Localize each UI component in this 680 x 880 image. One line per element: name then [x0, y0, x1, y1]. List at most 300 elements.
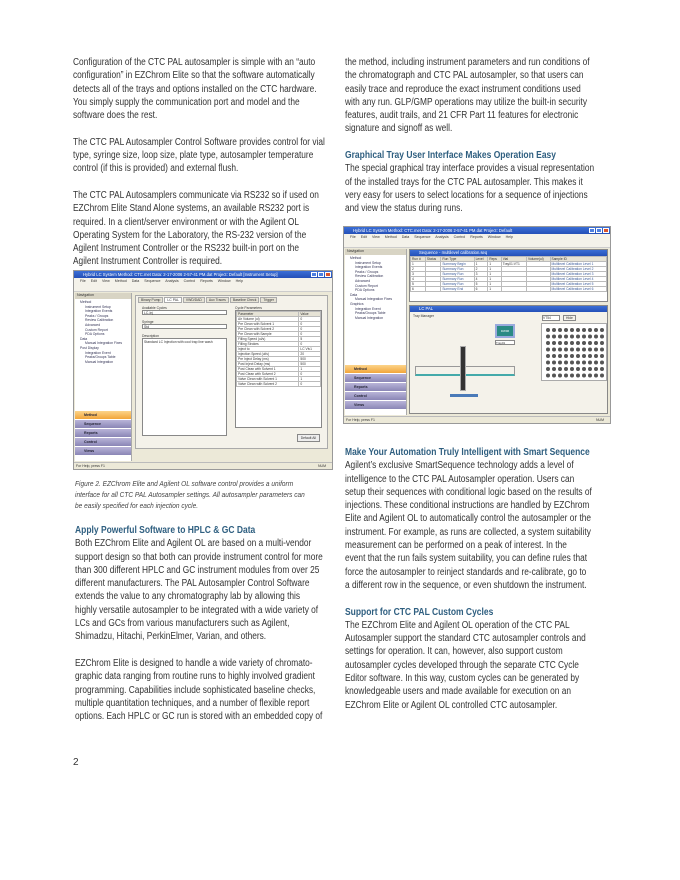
vial[interactable]: [546, 348, 550, 352]
tab[interactable]: LC PAL: [164, 297, 181, 303]
table-cell[interactable]: Tray01:VT1: [501, 262, 526, 267]
description-box[interactable]: Standard LC Injection with cool trap line wash: [142, 338, 227, 436]
paragraph: [345, 459, 612, 592]
tree-item[interactable]: PDA Options: [355, 288, 375, 293]
menu-bar: File Edit View Method Data Sequence Analysis Control Reports Window Help: [344, 234, 610, 240]
table-cell[interactable]: 3: [474, 272, 488, 277]
tree-item[interactable]: Integration Events: [85, 309, 113, 314]
table-cell[interactable]: 1: [488, 282, 501, 287]
column-header: Parameter: [237, 312, 299, 317]
table-cell[interactable]: Multilevel Calibration Level 5: [550, 282, 607, 287]
cycle-select[interactable]: LC-Inj: [142, 310, 227, 315]
nav-button-views[interactable]: Views: [75, 446, 131, 455]
vial-plate[interactable]: [541, 323, 607, 381]
tree-item[interactable]: Peaks / Groups: [355, 269, 379, 274]
column-header: Sample ID: [550, 257, 607, 262]
tree-item[interactable]: Manual Integration: [355, 315, 384, 320]
paragraph: [345, 162, 612, 215]
vial[interactable]: [576, 328, 580, 332]
table-cell[interactable]: 2: [474, 267, 488, 272]
table-cell[interactable]: Filling Strokes: [237, 342, 299, 347]
text-line: EZChrom Elite or Agilent OL controlled CTC autosampler.: [345, 699, 558, 711]
vial[interactable]: [576, 348, 580, 352]
text-line: Figure 2. EZChrom Elite and Agilent OL software control provides a uniform: [75, 479, 294, 488]
window-title: Hybrid LC System Method: CTC.met Data: 2-17-2006 2-57-41 PM.dat Project: Default: [353, 228, 513, 233]
table-cell[interactable]: 1: [488, 277, 501, 282]
arm-base: [450, 394, 478, 397]
text-line: configuration” in EZChrom Elite so that the software automatically: [73, 70, 315, 82]
text-line: type, syringe size, loop size, plate type, autosampler temperature: [73, 150, 314, 162]
vial[interactable]: [558, 354, 562, 358]
table-cell[interactable]: Valve Clean with Solvent 2: [237, 382, 299, 387]
table-cell[interactable]: 0: [299, 382, 321, 387]
nav-header: Navigation: [75, 293, 131, 299]
vial[interactable]: [594, 374, 598, 378]
vial[interactable]: [558, 328, 562, 332]
vial[interactable]: [564, 367, 568, 371]
vial[interactable]: [582, 328, 586, 332]
vial[interactable]: [570, 341, 574, 345]
vial[interactable]: [582, 341, 586, 345]
syringe-arm: [460, 346, 466, 391]
vial[interactable]: [576, 354, 580, 358]
page-number: 2: [73, 757, 79, 768]
tray-window: [409, 305, 608, 414]
text-line: intelligence to the CTC PAL Autosampler operation. Users can: [345, 473, 575, 485]
vial[interactable]: [558, 367, 562, 371]
table-cell[interactable]: Summary Run: [441, 277, 474, 282]
tree-item[interactable]: Graphics: [350, 301, 364, 306]
default-all-button[interactable]: Default All: [297, 434, 320, 442]
table-cell[interactable]: 1: [299, 367, 321, 372]
heading-smart-sequence: Make Your Automation Truly Intelligent with Smart Sequence: [345, 447, 590, 458]
nav-button-reports[interactable]: Reports: [75, 428, 131, 437]
text-line: force the autosampler to reinject standards and re-calibrate, go to: [345, 566, 587, 578]
nav-button-control[interactable]: Control: [345, 391, 406, 400]
column-header: Run #: [411, 257, 426, 262]
text-line: the chromatograph and CTC PAL autosampler, so that users can: [345, 70, 584, 82]
figure-instrument-setup-screenshot: [73, 270, 333, 470]
right-column-lower: [345, 446, 612, 712]
nav-button-sequence[interactable]: Sequence: [75, 419, 131, 428]
tree-item[interactable]: PDA Options: [85, 332, 105, 337]
table-cell[interactable]: Multilevel Calibration Level 2: [550, 267, 607, 272]
status-text: For Help, press F1: [76, 464, 105, 468]
vial[interactable]: [576, 341, 580, 345]
vial[interactable]: [564, 374, 568, 378]
table-cell[interactable]: Pre Clean with Sample: [237, 332, 299, 337]
text-line: a different row in the sequence, or even shutdown the instrument.: [345, 579, 587, 591]
vial[interactable]: [552, 341, 556, 345]
vial[interactable]: [600, 348, 604, 352]
text-line: options. Each HPLC or GC run is stored with an embedded copy of: [75, 711, 323, 723]
text-line: different manufacturers. The PAL Autosampler Control Software: [75, 578, 310, 590]
nav-button-views[interactable]: Views: [345, 400, 406, 409]
nav-button-method[interactable]: Method: [345, 364, 406, 373]
table-cell[interactable]: 5: [411, 282, 426, 287]
text-line: Shimadzu, Hitachi, PerkinElmer, Varian, and others.: [75, 631, 267, 643]
sequence-window: [409, 249, 608, 302]
vial[interactable]: [564, 361, 568, 365]
text-line: and view the status during runs.: [345, 203, 463, 215]
vial[interactable]: [552, 374, 556, 378]
text-line: programming. Capabilities include sophisticated baseline checks,: [75, 684, 316, 696]
text-line: setup their sequences with conditional logic based on the results of: [345, 486, 592, 498]
table-cell[interactable]: 1: [411, 262, 426, 267]
nav-button-method[interactable]: Method: [75, 410, 131, 419]
tabs: [136, 296, 327, 304]
vial[interactable]: [594, 341, 598, 345]
tray-title: LC PAL: [410, 306, 607, 312]
text-line: Agilent Instrument Controller or the RS232 built-in port on the: [73, 243, 299, 255]
vial[interactable]: [594, 354, 598, 358]
text-line: Both EZChrom Elite and Agilent OL are based on a multi-vendor: [75, 538, 312, 550]
tree-item[interactable]: Instrument Setup: [85, 304, 111, 309]
text-line: control (if this is provided) and external flush.: [73, 163, 239, 175]
table-row[interactable]: [237, 382, 321, 387]
text-line: knowledgeable users and made available for execution on an: [345, 686, 572, 698]
tree-item[interactable]: Method: [80, 300, 92, 304]
menu-bar: File Edit View Method Data Sequence Analysis Control Reports Window Help: [74, 278, 332, 284]
vial[interactable]: [570, 328, 574, 332]
vial[interactable]: [594, 361, 598, 365]
table-cell[interactable]: 500: [299, 362, 321, 367]
vial[interactable]: [570, 374, 574, 378]
text-line: than 300 different HPLC and GC instrument modules from over 25: [75, 564, 320, 576]
column-header: Reps: [488, 257, 501, 262]
tree-item[interactable]: Post Display: [80, 345, 99, 350]
tree-item[interactable]: Integration Events: [355, 265, 383, 270]
heading-graphical-tray: Graphical Tray User Interface Makes Operation Easy: [345, 150, 556, 162]
label: Cycle Parameters: [235, 306, 262, 310]
table-cell[interactable]: Pre Inject Delay (ms): [237, 357, 299, 362]
tree-item[interactable]: Integration Event: [85, 350, 111, 355]
table-cell[interactable]: Injection Speed (ul/s): [237, 352, 299, 357]
table-cell[interactable]: 1: [488, 267, 501, 272]
vial[interactable]: [570, 335, 574, 339]
tab[interactable]: Trigger: [260, 297, 277, 303]
tab[interactable]: Binary Pump: [138, 297, 163, 303]
text-line: You simply supply the communication port and model and the: [73, 96, 300, 108]
text-line: injections. These conditional instructions are handled by EZChrom: [345, 500, 590, 512]
tree-item[interactable]: Instrument Setup: [355, 260, 381, 265]
vial[interactable]: [582, 335, 586, 339]
text-line: Agilent Instrument Controller is required.: [73, 256, 223, 268]
vial[interactable]: [600, 367, 604, 371]
tray-manager-label: Tray Manager: [413, 314, 434, 318]
vial[interactable]: [546, 374, 550, 378]
vial[interactable]: [570, 348, 574, 352]
table-cell[interactable]: [526, 287, 550, 292]
column-header: Status: [425, 257, 441, 262]
text-line: highly versatile autosampler to be integrated with a wide variety of: [75, 604, 319, 616]
text-line: Configuration of the CTC PAL autosampler is simple with an “auto: [73, 57, 316, 68]
table-cell[interactable]: 5: [299, 337, 321, 342]
vial[interactable]: [570, 354, 574, 358]
text-line: support design so that both can provide instrument control for more: [75, 551, 323, 563]
sequence-title: Sequence - multilevel calibration.seq: [410, 250, 607, 256]
column-header: Run Type: [441, 257, 474, 262]
table-cell[interactable]: 0: [299, 317, 321, 322]
vial-grid[interactable]: [542, 324, 608, 382]
vial[interactable]: [588, 328, 592, 332]
vial[interactable]: [546, 335, 550, 339]
vial[interactable]: [594, 335, 598, 339]
table-cell[interactable]: Summary Run: [441, 267, 474, 272]
label: Description: [142, 334, 159, 338]
table-cell[interactable]: 2: [411, 267, 426, 272]
vial[interactable]: [588, 361, 592, 365]
table-cell[interactable]: Summary Run: [441, 282, 474, 287]
right-column: [345, 56, 612, 216]
tree-item[interactable]: Peaks/Groups Table: [355, 311, 386, 316]
table-cell[interactable]: 1: [488, 272, 501, 277]
text-line: Agilent’s exclusive SmartSequence technology adds a level of: [345, 460, 574, 472]
vial[interactable]: [558, 335, 562, 339]
vial[interactable]: [582, 374, 586, 378]
instrument-setup-panel: [135, 295, 328, 449]
navigation-panel: [75, 293, 132, 461]
tree-item[interactable]: Data: [350, 292, 358, 297]
column-header: Volume(ul): [526, 257, 550, 262]
text-line: very easy for users to select locations for a sequence of injections: [345, 189, 588, 201]
text-line: be easily specified for each injection cycle.: [75, 501, 199, 510]
vial[interactable]: [558, 361, 562, 365]
vial[interactable]: [546, 341, 550, 345]
table-cell[interactable]: 0: [299, 327, 321, 332]
table-cell[interactable]: Multilevel Calibration Level 3: [550, 272, 607, 277]
vial[interactable]: [552, 335, 556, 339]
tray-select[interactable]: Tray01: [495, 340, 515, 345]
tab[interactable]: Baseline Check: [230, 297, 260, 303]
vial[interactable]: [546, 367, 550, 371]
table-cell[interactable]: Pre Clean with Solvent 2: [237, 327, 299, 332]
status-num: NUM: [596, 418, 604, 422]
vial[interactable]: [588, 354, 592, 358]
vial[interactable]: [600, 341, 604, 345]
text-line: The CTC PAL Autosamplers communicate via RS232 so if used on: [73, 189, 319, 201]
table-cell[interactable]: 1: [488, 287, 501, 292]
plate-select[interactable]: VT54: [542, 315, 560, 321]
vial[interactable]: [564, 335, 568, 339]
vial[interactable]: [594, 328, 598, 332]
text-line: the method, including instrument parameters and run conditions of: [345, 57, 590, 68]
nav-tree: [345, 255, 406, 321]
text-line: multiple quantitation techniques, and a number of flexible report: [75, 697, 310, 709]
tray-stack[interactable]: DW96: [495, 324, 515, 338]
tab[interactable]: Aux Traces: [206, 297, 229, 303]
vial[interactable]: [576, 367, 580, 371]
tree-item[interactable]: Data: [80, 336, 88, 341]
table-cell[interactable]: 3: [411, 272, 426, 277]
table-cell[interactable]: 500: [299, 357, 321, 362]
tree-item[interactable]: Method: [350, 256, 362, 260]
table-cell[interactable]: [501, 287, 526, 292]
vial[interactable]: [546, 361, 550, 365]
text-line: interface for all CTC PAL Autosampler settings. All autosampler parameters can: [75, 490, 305, 499]
tree-item[interactable]: Custom Report: [85, 327, 108, 332]
heading-custom-cycles: Support for CTC PAL Custom Cycles: [345, 606, 494, 618]
vial[interactable]: [564, 341, 568, 345]
table-cell[interactable]: Multilevel Calibration Level 6: [550, 287, 607, 292]
vial[interactable]: [588, 367, 592, 371]
table-cell[interactable]: Valve Clean with Solvent 1: [237, 377, 299, 382]
text-line: instrument. For example, as runs are collected, a system suitability: [345, 526, 591, 538]
table-cell[interactable]: Post Clean with Solvent 1: [237, 367, 299, 372]
hide-button[interactable]: Hide: [563, 315, 576, 321]
vial[interactable]: [558, 348, 562, 352]
table-cell[interactable]: 4: [474, 277, 488, 282]
table-cell[interactable]: 20: [299, 352, 321, 357]
toolbar: [74, 284, 332, 292]
text-line: The CTC PAL Autosampler Control Software provides control for vial: [73, 136, 325, 148]
text-line: Autosampler support the standard CTC autosampler controls and: [345, 633, 586, 645]
vial[interactable]: [576, 335, 580, 339]
table-cell[interactable]: [425, 287, 441, 292]
table-cell[interactable]: 0: [299, 372, 321, 377]
vial[interactable]: [546, 328, 550, 332]
cycle-parameters-table: [236, 311, 321, 387]
vial[interactable]: [570, 367, 574, 371]
vial[interactable]: [600, 374, 604, 378]
tree-item[interactable]: Peaks/Groups Table: [85, 355, 116, 360]
text-line: LCs and GCs from various manufacturers such as Agilent,: [75, 618, 290, 630]
text-line: with any run. GLP/GMP operations may utilize the built-in security: [345, 96, 588, 108]
table-row[interactable]: [411, 287, 607, 292]
table-cell[interactable]: 5: [474, 282, 488, 287]
vial[interactable]: [600, 335, 604, 339]
table-cell[interactable]: 4: [411, 277, 426, 282]
text-line: detects all of the trays and options installed on the CTC hardware.: [73, 83, 317, 95]
vial[interactable]: [552, 348, 556, 352]
figure-caption: [75, 478, 342, 511]
tab[interactable]: VWD/DAD: [183, 297, 205, 303]
vial[interactable]: [564, 328, 568, 332]
table-cell[interactable]: 0: [299, 322, 321, 327]
paragraph: [345, 619, 612, 712]
tree-item[interactable]: Manual Integration Fixes: [85, 341, 123, 346]
text-line: required. In a client/server environment or with the Agilent OL: [73, 216, 299, 228]
nav-button-reports[interactable]: Reports: [345, 382, 406, 391]
table-cell[interactable]: Summary Run: [441, 272, 474, 277]
table-cell[interactable]: Multilevel Calibration Level 1: [550, 262, 607, 267]
text-line: easily trace and reproduce the exact instrument conditions used: [345, 83, 581, 95]
table-cell[interactable]: 6: [474, 287, 488, 292]
nav-header: Navigation: [345, 249, 406, 255]
tree-item[interactable]: Peaks / Groups: [85, 313, 109, 318]
table-cell[interactable]: 1: [488, 262, 501, 267]
text-line: Operating System for the Laboratory, the RS-232 version of the: [73, 229, 307, 241]
table-cell[interactable]: Summary End: [441, 287, 474, 292]
vial[interactable]: [582, 367, 586, 371]
table-cell[interactable]: Post Clean with Solvent 2: [237, 372, 299, 377]
column-header: Value: [299, 312, 321, 317]
nav-button-sequence[interactable]: Sequence: [345, 373, 406, 382]
tree-item[interactable]: Custom Report: [355, 283, 378, 288]
vial[interactable]: [564, 354, 568, 358]
vial[interactable]: [552, 328, 556, 332]
vial[interactable]: [582, 361, 586, 365]
paragraph: [75, 657, 342, 723]
text-line: signature and signoff as well.: [345, 123, 453, 135]
table-cell[interactable]: Summary Begin: [441, 262, 474, 267]
table-cell[interactable]: Pre Clean with Solvent 1: [237, 322, 299, 327]
vial[interactable]: [600, 354, 604, 358]
heading-apply-software: Apply Powerful Software to HPLC & GC Data: [75, 525, 256, 536]
table-cell[interactable]: 1: [474, 262, 488, 267]
sequence-table: [410, 256, 607, 292]
tree-item[interactable]: Advanced: [85, 322, 101, 327]
text-line: EZChrom Elite Stand Alone systems, an available RS232 port is: [73, 203, 310, 215]
table-cell[interactable]: 0: [299, 342, 321, 347]
vial[interactable]: [588, 374, 592, 378]
text-line: measurement can be performed on a peak of interest. In the: [345, 540, 567, 552]
vial[interactable]: [576, 361, 580, 365]
paragraph: [73, 189, 340, 269]
text-line: settings for operation. It can, however, also support custom: [345, 646, 563, 658]
label: Syringe: [142, 320, 154, 324]
syringe-select[interactable]: Std: [142, 324, 227, 329]
vial[interactable]: [552, 354, 556, 358]
nav-button-control[interactable]: Control: [75, 437, 131, 446]
table-cell[interactable]: LC Vlv1: [299, 347, 321, 352]
tree-item[interactable]: Manual Integration: [85, 359, 114, 364]
vial[interactable]: [588, 348, 592, 352]
status-text: For Help, press F1: [346, 418, 375, 422]
table-cell[interactable]: Inject to: [237, 347, 299, 352]
vial[interactable]: [582, 354, 586, 358]
tree-item[interactable]: Review Calibration: [85, 318, 114, 323]
text-line: autosampler cycles developed through the separate CTC Cycle: [345, 659, 579, 671]
text-line: Elite and Agilent OL to automatically control the autosampler or the: [345, 513, 592, 525]
paragraph: [73, 56, 340, 122]
text-line: software does the rest.: [73, 110, 158, 122]
vial[interactable]: [558, 374, 562, 378]
nav-tree: [75, 299, 131, 365]
table-cell[interactable]: 0: [299, 332, 321, 337]
figure-tray-screenshot: [343, 226, 611, 424]
text-line: of the installed trays for the CTC PAL autosampler. This makes it: [345, 176, 583, 188]
vial[interactable]: [594, 348, 598, 352]
tree-item[interactable]: Review Calibration: [355, 274, 384, 279]
table-cell[interactable]: 1: [299, 377, 321, 382]
left-column: [73, 56, 340, 269]
text-line: graphic data ranging from routine runs to highly involved gradient: [75, 671, 315, 683]
vial[interactable]: [552, 361, 556, 365]
table-cell[interactable]: 6: [411, 287, 426, 292]
table-cell[interactable]: Multilevel Calibration Level 4: [550, 277, 607, 282]
tree-item[interactable]: Advanced: [355, 278, 371, 283]
vial[interactable]: [546, 354, 550, 358]
table-cell[interactable]: Air Volume (ul): [237, 317, 299, 322]
vial[interactable]: [552, 367, 556, 371]
vial[interactable]: [576, 374, 580, 378]
table-cell[interactable]: Post Inject Delay (ms): [237, 362, 299, 367]
vial[interactable]: [600, 328, 604, 332]
tree-item[interactable]: Integration Event: [355, 306, 381, 311]
table-cell[interactable]: Filling Speed (ul/s): [237, 337, 299, 342]
vial[interactable]: [594, 367, 598, 371]
vial[interactable]: [600, 361, 604, 365]
vial[interactable]: [582, 348, 586, 352]
vial[interactable]: [588, 341, 592, 345]
vial[interactable]: [570, 361, 574, 365]
vial[interactable]: [564, 348, 568, 352]
tree-item[interactable]: Manual Integration Fixes: [355, 297, 393, 302]
vial[interactable]: [558, 341, 562, 345]
vial[interactable]: [588, 335, 592, 339]
text-line: Editor software. In this way, custom cycles can be generated by: [345, 673, 580, 685]
